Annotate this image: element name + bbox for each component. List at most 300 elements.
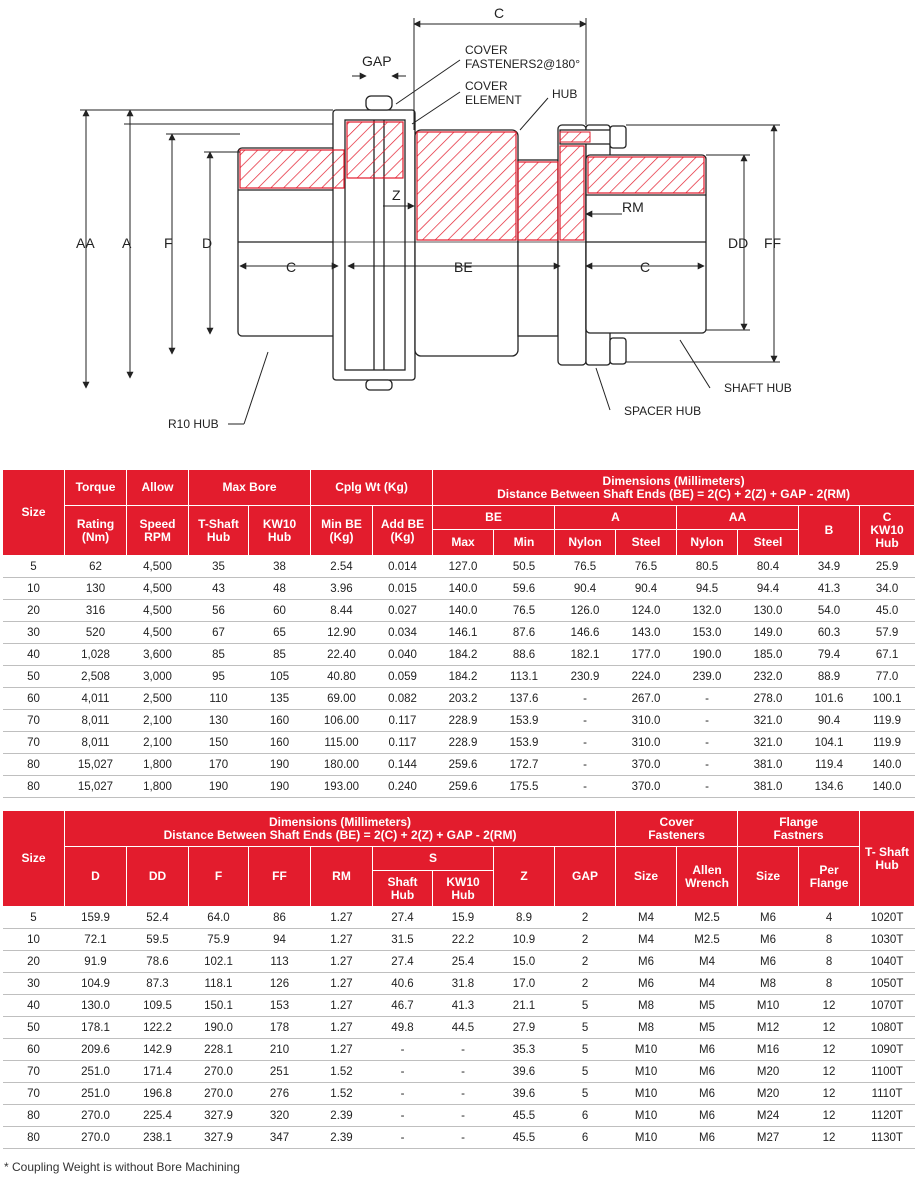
table-cell: 118.1 [189, 973, 249, 995]
table-cell: 113 [249, 951, 311, 973]
dim-f: F [164, 235, 173, 251]
table-cell: 228.9 [433, 732, 494, 754]
table-cell: 31.8 [433, 973, 494, 995]
table-cell: 25.4 [433, 951, 494, 973]
col-a: A [555, 506, 677, 530]
table-cell: 17.0 [494, 973, 555, 995]
table-cell: 178.1 [65, 1017, 127, 1039]
table-cell: 209.6 [65, 1039, 127, 1061]
min-be-unit: (Kg) [329, 529, 354, 544]
table-cell: 48 [249, 578, 311, 600]
table-cell: 1.27 [311, 907, 373, 929]
table-cell: 15,027 [65, 754, 127, 776]
table-cell: 12 [799, 995, 860, 1017]
col-be: BE [433, 506, 555, 530]
table-cell: 20 [3, 600, 65, 622]
table-cell: 87.6 [494, 622, 555, 644]
table-cell: 0.144 [373, 754, 433, 776]
table-cell: 159.9 [65, 907, 127, 929]
table-cell: 22.40 [311, 644, 373, 666]
table-cell: 184.2 [433, 666, 494, 688]
table-cell: 30 [3, 973, 65, 995]
table-cell: 10.9 [494, 929, 555, 951]
s-kw10-label: KW10 [446, 874, 480, 889]
col-tshaft [189, 506, 249, 556]
table-cell: 193.00 [311, 776, 373, 798]
table-cell: 153 [249, 995, 311, 1017]
table-cell: 370.0 [616, 776, 677, 798]
table-cell: 70 [3, 710, 65, 732]
table-cell: 185.0 [738, 644, 799, 666]
table-cell: 190.0 [677, 644, 738, 666]
table-cell: 100.1 [860, 688, 915, 710]
table-cell: 41.3 [799, 578, 860, 600]
table-cell: 40.80 [311, 666, 373, 688]
table-cell: 88.6 [494, 644, 555, 666]
table-cell: 8.44 [311, 600, 373, 622]
table-cell: 259.6 [433, 754, 494, 776]
table-cell: 4,500 [127, 600, 189, 622]
table-cell: 76.5 [494, 600, 555, 622]
dim-rm: RM [622, 199, 644, 215]
table-cell: 80 [3, 1127, 65, 1149]
table-cell: 49.8 [373, 1017, 433, 1039]
table-row [3, 688, 915, 710]
s-kw10-label-2: Hub [451, 887, 475, 902]
table-cell: - [555, 688, 616, 710]
table-cell: 0.117 [373, 732, 433, 754]
s-shaft-label: Shaft [387, 874, 418, 889]
table-cell: M4 [677, 973, 738, 995]
table-cell: 140.0 [433, 600, 494, 622]
table-cell: 270.0 [189, 1061, 249, 1083]
table-cell: 316 [65, 600, 127, 622]
kw10-label: KW10 [262, 516, 297, 531]
footnote: * Coupling Weight is without Bore Machining [4, 1160, 240, 1174]
table-cell: 1090T [860, 1039, 915, 1061]
col-a-steel: Steel [616, 530, 677, 556]
table-cell: 43 [189, 578, 249, 600]
table-cell: 1.27 [311, 1017, 373, 1039]
cover-element-label-2: ELEMENT [465, 93, 522, 107]
table-cell: 31.5 [373, 929, 433, 951]
table-cell: 190 [249, 754, 311, 776]
table-cell: 381.0 [738, 754, 799, 776]
s-shaft-label-2: Hub [390, 887, 415, 902]
table-cell: 109.5 [127, 995, 189, 1017]
table-cell: 228.9 [433, 710, 494, 732]
table-cell: 150 [189, 732, 249, 754]
table-cell: 210 [249, 1039, 311, 1061]
col-aa: AA [677, 506, 799, 530]
table-cell: 2.39 [311, 1127, 373, 1149]
table-cell: 327.9 [189, 1127, 249, 1149]
table-cell: 320 [249, 1105, 311, 1127]
table-cell: M10 [738, 995, 799, 1017]
table-cell: 0.027 [373, 600, 433, 622]
table-cell: 113.1 [494, 666, 555, 688]
table-cell: 44.5 [433, 1017, 494, 1039]
table-cell: 57.9 [860, 622, 915, 644]
table-row [3, 973, 915, 995]
table-row [3, 1105, 915, 1127]
table-cell: 4,011 [65, 688, 127, 710]
table-cell: 5 [555, 1039, 616, 1061]
table-cell: 67 [189, 622, 249, 644]
table-cell: 39.6 [494, 1061, 555, 1083]
table-row [3, 644, 915, 666]
table-row [3, 754, 915, 776]
table-cell: 1.27 [311, 1039, 373, 1061]
c-label-2: KW10 [870, 523, 904, 537]
table-cell: 80.4 [738, 556, 799, 578]
table-cell: 1.52 [311, 1083, 373, 1105]
col2-z: Z [494, 847, 555, 907]
table-cell: 45.0 [860, 600, 915, 622]
table-cell: 278.0 [738, 688, 799, 710]
table-cell: 6 [555, 1127, 616, 1149]
table-cell: 79.4 [799, 644, 860, 666]
table-cell: 178 [249, 1017, 311, 1039]
table-cell: 142.9 [127, 1039, 189, 1061]
speed-unit: RPM [144, 529, 171, 544]
table-cell: M2.5 [677, 907, 738, 929]
table-cell: 146.1 [433, 622, 494, 644]
table-cell: M27 [738, 1127, 799, 1149]
table-cell: 38 [249, 556, 311, 578]
table-cell: 122.2 [127, 1017, 189, 1039]
table-cell: 45.5 [494, 1105, 555, 1127]
table-cell: 2 [555, 907, 616, 929]
table-cell: 5 [3, 556, 65, 578]
table-cell: M4 [677, 951, 738, 973]
table-cell: 1130T [860, 1127, 915, 1149]
cover-label: Cover [659, 814, 694, 829]
table-cell: 132.0 [677, 600, 738, 622]
table-cell: 1120T [860, 1105, 915, 1127]
table-cell: - [373, 1083, 433, 1105]
table-cell: 64.0 [189, 907, 249, 929]
table-cell: M16 [738, 1039, 799, 1061]
table-cell: - [677, 776, 738, 798]
table-cell: 104.1 [799, 732, 860, 754]
table-cell: M6 [738, 929, 799, 951]
table-cell: M6 [677, 1127, 738, 1149]
table-cell: 72.1 [65, 929, 127, 951]
dim-c-top: C [494, 5, 505, 21]
table-cell: M10 [616, 1083, 677, 1105]
coupling-drawing [0, 0, 920, 462]
table-cell: 110 [189, 688, 249, 710]
table-cell: M8 [738, 973, 799, 995]
table-cell: 60 [249, 600, 311, 622]
table-cell: 15.0 [494, 951, 555, 973]
table-cell: 95 [189, 666, 249, 688]
table-cell: - [555, 754, 616, 776]
r10-hub-label: R10 HUB [168, 417, 219, 431]
table-cell: 27.9 [494, 1017, 555, 1039]
col2-cover-size: Size [616, 847, 677, 907]
table-cell: 80 [3, 754, 65, 776]
table-cell: 251.0 [65, 1083, 127, 1105]
table-cell: - [677, 688, 738, 710]
table-cell: 2.39 [311, 1105, 373, 1127]
table-cell: 1.27 [311, 951, 373, 973]
table-cell: 171.4 [127, 1061, 189, 1083]
table-cell: M10 [616, 1061, 677, 1083]
table-cell: 4,500 [127, 578, 189, 600]
table-cell: 20 [3, 951, 65, 973]
flange-label-2: Fastners [773, 827, 824, 842]
table-cell: 1,800 [127, 754, 189, 776]
col2-rm: RM [311, 847, 373, 907]
dim-d: D [202, 235, 213, 251]
table-cell: 180.00 [311, 754, 373, 776]
table-cell: 126 [249, 973, 311, 995]
table-cell: 270.0 [65, 1127, 127, 1149]
table-cell: - [555, 732, 616, 754]
table-cell: 140.0 [433, 578, 494, 600]
table-cell: M8 [616, 1017, 677, 1039]
table-row [3, 907, 915, 929]
add-be-unit: (Kg) [390, 529, 415, 544]
table-cell: 12 [799, 1105, 860, 1127]
table-cell: 87.3 [127, 973, 189, 995]
table-cell: 0.034 [373, 622, 433, 644]
table-cell: 137.6 [494, 688, 555, 710]
table-cell: 276 [249, 1083, 311, 1105]
table-cell: 5 [555, 995, 616, 1017]
table-cell: 130.0 [65, 995, 127, 1017]
table-cell: 2 [555, 929, 616, 951]
table-row [3, 929, 915, 951]
table-cell: 41.3 [433, 995, 494, 1017]
dim-gap: GAP [362, 53, 392, 69]
col2-flange-size: Size [738, 847, 799, 907]
table-cell: 8,011 [65, 732, 127, 754]
table-cell: 140.0 [860, 776, 915, 798]
table-cell: 5 [555, 1083, 616, 1105]
table-cell: 1050T [860, 973, 915, 995]
col-c [860, 506, 915, 556]
table-cell: M10 [616, 1105, 677, 1127]
col-torque: Torque [65, 470, 127, 506]
table-cell: M2.5 [677, 929, 738, 951]
table-cell: 0.117 [373, 710, 433, 732]
cover-fasteners-label-2: FASTENERS2@180° [465, 57, 581, 71]
col-speed [127, 506, 189, 556]
table-cell: 1.27 [311, 995, 373, 1017]
table-cell: 520 [65, 622, 127, 644]
table-cell: 327.9 [189, 1105, 249, 1127]
table-cell: M4 [616, 907, 677, 929]
table-cell: 102.1 [189, 951, 249, 973]
table-cell: - [555, 710, 616, 732]
table-cell: 21.1 [494, 995, 555, 1017]
col2-cover [616, 811, 738, 847]
rating-unit: (Nm) [81, 529, 110, 544]
min-be-label: Min BE [321, 516, 362, 531]
table-cell: 190.0 [189, 1017, 249, 1039]
table-cell: 22.2 [433, 929, 494, 951]
table-cell: 12 [799, 1061, 860, 1083]
table-cell: 25.9 [860, 556, 915, 578]
table-cell: 0.015 [373, 578, 433, 600]
table-cell: 310.0 [616, 732, 677, 754]
table-cell: 45.5 [494, 1127, 555, 1149]
table-cell: 0.014 [373, 556, 433, 578]
table-row [3, 1127, 915, 1149]
table-cell: - [555, 776, 616, 798]
table-cell: 190 [189, 776, 249, 798]
table-cell: 2,500 [127, 688, 189, 710]
table-cell: 130 [189, 710, 249, 732]
dim-a: A [122, 235, 132, 251]
col2-dd: DD [127, 847, 189, 907]
table-cell: 228.1 [189, 1039, 249, 1061]
table-cell: 153.9 [494, 710, 555, 732]
table-cell: 310.0 [616, 710, 677, 732]
table-cell: 4,500 [127, 556, 189, 578]
table-cell: 105 [249, 666, 311, 688]
add-be-label: Add BE [380, 516, 425, 531]
table-cell: 238.1 [127, 1127, 189, 1149]
table-cell: 106.00 [311, 710, 373, 732]
table-cell: 321.0 [738, 710, 799, 732]
table-cell: 0.240 [373, 776, 433, 798]
table-cell: 10 [3, 578, 65, 600]
table-row [3, 578, 915, 600]
col-be-max: Max [433, 530, 494, 556]
table-row [3, 710, 915, 732]
col2-tshaft [860, 811, 915, 907]
table-cell: 124.0 [616, 600, 677, 622]
table-cell: 370.0 [616, 754, 677, 776]
tshaft-label: T-Shaft [198, 516, 239, 531]
flange-label: Flange [779, 814, 818, 829]
table-cell: 27.4 [373, 951, 433, 973]
table-cell: 70 [3, 1083, 65, 1105]
table-cell: M6 [677, 1039, 738, 1061]
table-cell: 175.5 [494, 776, 555, 798]
rating-label: Rating [76, 516, 115, 531]
table-cell: 1.52 [311, 1061, 373, 1083]
table-cell: 259.6 [433, 776, 494, 798]
table-cell: 160 [249, 710, 311, 732]
table-cell: - [433, 1083, 494, 1105]
table-cell: 56 [189, 600, 249, 622]
table-cell: M6 [738, 907, 799, 929]
table-cell: - [373, 1127, 433, 1149]
table-cell: 115.00 [311, 732, 373, 754]
table-cell: 196.8 [127, 1083, 189, 1105]
tshaft2-label: T- Shaft [865, 844, 910, 859]
table-cell: 94.4 [738, 578, 799, 600]
table-cell: 78.6 [127, 951, 189, 973]
table-cell: 170 [189, 754, 249, 776]
table-cell: 140.0 [860, 754, 915, 776]
table-cell: 190 [249, 776, 311, 798]
table-row [3, 556, 915, 578]
table-cell: 239.0 [677, 666, 738, 688]
tshaft2-label-2: Hub [875, 857, 899, 872]
table-cell: 94 [249, 929, 311, 951]
tshaft-label-2: Hub [206, 529, 231, 544]
table-cell: 184.2 [433, 644, 494, 666]
col-kw10 [249, 506, 311, 556]
table-cell: 12 [799, 1127, 860, 1149]
table-cell: M10 [616, 1039, 677, 1061]
table-cell: 251.0 [65, 1061, 127, 1083]
kw10-label-2: Hub [267, 529, 292, 544]
table-cell: 69.00 [311, 688, 373, 710]
table-cell: 347 [249, 1127, 311, 1149]
table-cell: 85 [189, 644, 249, 666]
table-cell: 135 [249, 688, 311, 710]
table-cell: 8 [799, 951, 860, 973]
table-cell: 54.0 [799, 600, 860, 622]
table-cell: M6 [616, 973, 677, 995]
table-cell: 130 [65, 578, 127, 600]
col-add-be [373, 506, 433, 556]
table-cell: 225.4 [127, 1105, 189, 1127]
table-cell: 1030T [860, 929, 915, 951]
col2-d: D [65, 847, 127, 907]
table-row [3, 951, 915, 973]
table-row [3, 995, 915, 1017]
col-min-be [311, 506, 373, 556]
table-cell: 15.9 [433, 907, 494, 929]
table-cell: 0.082 [373, 688, 433, 710]
dim-z: Z [392, 187, 401, 203]
table-cell: 232.0 [738, 666, 799, 688]
table-cell: 52.4 [127, 907, 189, 929]
table-cell: 60 [3, 688, 65, 710]
table-row [3, 666, 915, 688]
dimensions2-formula: Distance Between Shaft Ends (BE) = 2(C) + 2(Z) + GAP - 2(RM) [163, 827, 517, 842]
table-cell: 119.9 [860, 710, 915, 732]
table-cell: M10 [616, 1127, 677, 1149]
table-cell: 1110T [860, 1083, 915, 1105]
table-cell: 267.0 [616, 688, 677, 710]
table-cell: 321.0 [738, 732, 799, 754]
table-cell: 177.0 [616, 644, 677, 666]
table-cell: 230.9 [555, 666, 616, 688]
table-row [3, 600, 915, 622]
table-cell: - [373, 1105, 433, 1127]
c-label: C [882, 510, 892, 524]
table-cell: M20 [738, 1061, 799, 1083]
table-cell: M4 [616, 929, 677, 951]
col2-size: Size [3, 811, 65, 907]
table-row [3, 622, 915, 644]
table-cell: 119.4 [799, 754, 860, 776]
col2-s: S [373, 847, 494, 871]
col-dimensions [433, 470, 915, 506]
col-cplg-wt: Cplg Wt (Kg) [311, 470, 433, 506]
table-cell: M24 [738, 1105, 799, 1127]
table-cell: 90.4 [555, 578, 616, 600]
table-cell: 1,800 [127, 776, 189, 798]
table-cell: M8 [616, 995, 677, 1017]
table-cell: 1.27 [311, 973, 373, 995]
table-cell: 34.0 [860, 578, 915, 600]
table-cell: 88.9 [799, 666, 860, 688]
table-cell: 153.9 [494, 732, 555, 754]
table-cell: 182.1 [555, 644, 616, 666]
table-cell: - [433, 1105, 494, 1127]
table-row [3, 1061, 915, 1083]
